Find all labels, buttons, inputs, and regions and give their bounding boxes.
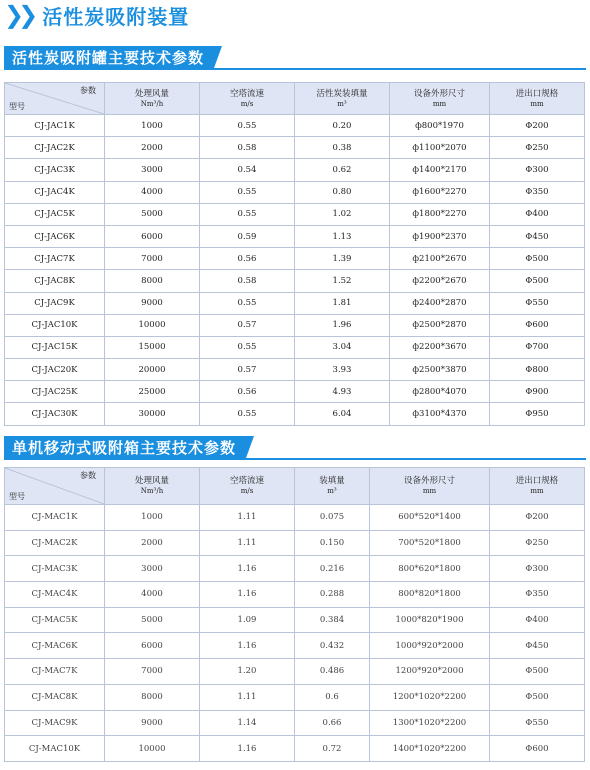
cell-model: CJ-MAC2K <box>5 530 105 556</box>
col-header-port: 进出口规格 mm <box>490 83 585 115</box>
cell-port: Φ250 <box>490 137 585 159</box>
cell-velocity: 1.14 <box>200 710 295 736</box>
cell-fill: 0.20 <box>295 115 390 137</box>
header-diagonal-cell <box>5 468 105 505</box>
section-header <box>0 436 590 460</box>
cell-airflow: 5000 <box>105 607 200 633</box>
cell-velocity: 1.16 <box>200 556 295 582</box>
cell-fill: 1.02 <box>295 203 390 225</box>
cell-airflow: 8000 <box>105 270 200 292</box>
cell-airflow: 1000 <box>105 115 200 137</box>
cell-airflow: 15000 <box>105 336 200 358</box>
cell-fill: 0.216 <box>295 556 370 582</box>
cell-port: Φ200 <box>490 115 585 137</box>
cell-port: Φ500 <box>490 270 585 292</box>
cell-airflow: 9000 <box>105 292 200 314</box>
table-row <box>5 530 585 556</box>
cell-airflow: 6000 <box>105 225 200 247</box>
cell-model: CJ-JAC8K <box>5 270 105 292</box>
cell-model: CJ-JAC30K <box>5 403 105 425</box>
cell-dimensions: 1400*1020*2200 <box>370 736 490 762</box>
section-header <box>0 46 590 70</box>
cell-model: CJ-MAC3K <box>5 556 105 582</box>
col-header-airflow: 处理风量 Nm³/h <box>105 83 200 115</box>
param-label: 参数 <box>80 471 96 480</box>
cell-dimensions: 600*520*1400 <box>370 505 490 531</box>
table-row <box>5 248 585 270</box>
cell-dimensions: ф1900*2370 <box>390 225 490 247</box>
cell-model: CJ-MAC5K <box>5 607 105 633</box>
cell-dimensions: 800*820*1800 <box>370 582 490 608</box>
cell-model: CJ-MAC6K <box>5 633 105 659</box>
table-row <box>5 225 585 247</box>
cell-port: Φ700 <box>490 336 585 358</box>
col-header-airflow: 处理风量 Nm³/h <box>105 468 200 505</box>
cell-dimensions: 700*520*1800 <box>370 530 490 556</box>
table-row <box>5 270 585 292</box>
table-row <box>5 137 585 159</box>
col-header-velocity: 空塔流速 m/s <box>200 468 295 505</box>
cell-dimensions: ф2400*2870 <box>390 292 490 314</box>
cell-airflow: 3000 <box>105 159 200 181</box>
cell-dimensions: ф2100*2670 <box>390 248 490 270</box>
col-header-velocity: 空塔流速 m/s <box>200 83 295 115</box>
cell-velocity: 1.20 <box>200 659 295 685</box>
cell-airflow: 20000 <box>105 359 200 381</box>
cell-fill: 0.075 <box>295 505 370 531</box>
cell-fill: 1.96 <box>295 314 390 336</box>
model-label: 型号 <box>9 102 25 111</box>
table-row <box>5 203 585 225</box>
cell-velocity: 1.09 <box>200 607 295 633</box>
table-row <box>5 336 585 358</box>
cell-dimensions: ф2500*2870 <box>390 314 490 336</box>
cell-fill: 0.432 <box>295 633 370 659</box>
cell-airflow: 5000 <box>105 203 200 225</box>
cell-fill: 1.39 <box>295 248 390 270</box>
cell-velocity: 0.57 <box>200 359 295 381</box>
table-row <box>5 659 585 685</box>
cell-airflow: 1000 <box>105 505 200 531</box>
table-row <box>5 115 585 137</box>
cell-velocity: 0.55 <box>200 203 295 225</box>
cell-velocity: 0.59 <box>200 225 295 247</box>
section-mobile-adsorption-box <box>0 436 590 460</box>
section-activated-carbon-tank <box>0 46 590 70</box>
cell-velocity: 0.56 <box>200 248 295 270</box>
cell-velocity: 0.55 <box>200 181 295 203</box>
cell-velocity: 1.16 <box>200 736 295 762</box>
table-row <box>5 710 585 736</box>
cell-model: CJ-MAC8K <box>5 684 105 710</box>
cell-velocity: 1.11 <box>200 505 295 531</box>
table-row <box>5 403 585 425</box>
cell-airflow: 2000 <box>105 530 200 556</box>
cell-fill: 0.150 <box>295 530 370 556</box>
cell-port: Φ800 <box>490 359 585 381</box>
cell-dimensions: ф1400*2170 <box>390 159 490 181</box>
cell-airflow: 9000 <box>105 710 200 736</box>
cell-fill: 6.04 <box>295 403 390 425</box>
cell-dimensions: ф2800*4070 <box>390 381 490 403</box>
section-title: 活性炭吸附罐主要技术参数 <box>4 46 214 68</box>
cell-velocity: 1.11 <box>200 530 295 556</box>
cell-fill: 0.288 <box>295 582 370 608</box>
cell-model: CJ-JAC1K <box>5 115 105 137</box>
cell-port: Φ950 <box>490 403 585 425</box>
table-row <box>5 582 585 608</box>
cell-model: CJ-JAC6K <box>5 225 105 247</box>
cell-model: CJ-JAC25K <box>5 381 105 403</box>
cell-dimensions: ф3100*4370 <box>390 403 490 425</box>
cell-airflow: 7000 <box>105 659 200 685</box>
section-title: 单机移动式吸附箱主要技术参数 <box>4 436 246 458</box>
cell-model: CJ-JAC3K <box>5 159 105 181</box>
cell-port: Φ500 <box>490 659 585 685</box>
table-row <box>5 684 585 710</box>
table-row <box>5 607 585 633</box>
col-header-fill: 装填量 m³ <box>295 468 370 505</box>
cell-dimensions: ф2200*2670 <box>390 270 490 292</box>
cell-dimensions: 1200*920*2000 <box>370 659 490 685</box>
cell-fill: 0.38 <box>295 137 390 159</box>
cell-airflow: 30000 <box>105 403 200 425</box>
cell-port: Φ600 <box>490 314 585 336</box>
col-header-dimensions: 设备外形尺寸 mm <box>390 83 490 115</box>
cell-model: CJ-JAC10K <box>5 314 105 336</box>
cell-model: CJ-MAC4K <box>5 582 105 608</box>
cell-fill: 0.62 <box>295 159 390 181</box>
cell-model: CJ-JAC5K <box>5 203 105 225</box>
cell-airflow: 10000 <box>105 736 200 762</box>
cell-velocity: 1.16 <box>200 582 295 608</box>
cell-model: CJ-JAC2K <box>5 137 105 159</box>
cell-model: CJ-JAC20K <box>5 359 105 381</box>
cell-port: Φ200 <box>490 505 585 531</box>
param-label: 参数 <box>80 86 96 95</box>
tank-spec-table <box>4 82 585 426</box>
cell-velocity: 0.58 <box>200 137 295 159</box>
cell-velocity: 0.58 <box>200 270 295 292</box>
cell-fill: 0.72 <box>295 736 370 762</box>
cell-port: Φ500 <box>490 684 585 710</box>
cell-velocity: 0.55 <box>200 115 295 137</box>
cell-airflow: 2000 <box>105 137 200 159</box>
table-row <box>5 633 585 659</box>
table-row <box>5 736 585 762</box>
cell-port: Φ400 <box>490 203 585 225</box>
double-chevron-right-icon: ❯❯ <box>4 1 33 29</box>
cell-port: Φ250 <box>490 530 585 556</box>
table-row <box>5 359 585 381</box>
cell-port: Φ900 <box>490 381 585 403</box>
cell-fill: 0.6 <box>295 684 370 710</box>
cell-velocity: 0.57 <box>200 314 295 336</box>
cell-velocity: 1.16 <box>200 633 295 659</box>
cell-velocity: 0.55 <box>200 403 295 425</box>
table-row <box>5 505 585 531</box>
cell-dimensions: 800*620*1800 <box>370 556 490 582</box>
col-header-dimensions: 设备外形尺寸 mm <box>370 468 490 505</box>
cell-port: Φ300 <box>490 556 585 582</box>
cell-airflow: 3000 <box>105 556 200 582</box>
cell-airflow: 25000 <box>105 381 200 403</box>
cell-port: Φ350 <box>490 582 585 608</box>
cell-velocity: 0.55 <box>200 292 295 314</box>
cell-port: Φ350 <box>490 181 585 203</box>
cell-dimensions: ф1800*2270 <box>390 203 490 225</box>
mobile-box-spec-table <box>4 467 585 762</box>
cell-fill: 1.13 <box>295 225 390 247</box>
cell-airflow: 10000 <box>105 314 200 336</box>
cell-airflow: 6000 <box>105 633 200 659</box>
cell-dimensions: 1000*920*2000 <box>370 633 490 659</box>
table-row <box>5 292 585 314</box>
cell-airflow: 8000 <box>105 684 200 710</box>
col-header-port: 进出口规格 mm <box>490 468 585 505</box>
cell-model: CJ-JAC7K <box>5 248 105 270</box>
cell-model: CJ-MAC10K <box>5 736 105 762</box>
cell-dimensions: 1300*1020*2200 <box>370 710 490 736</box>
cell-port: Φ300 <box>490 159 585 181</box>
cell-fill: 0.384 <box>295 607 370 633</box>
cell-fill: 3.04 <box>295 336 390 358</box>
cell-port: Φ550 <box>490 710 585 736</box>
cell-dimensions: ф800*1970 <box>390 115 490 137</box>
cell-dimensions: ф1600*2270 <box>390 181 490 203</box>
cell-dimensions: ф2200*3670 <box>390 336 490 358</box>
cell-fill: 0.80 <box>295 181 390 203</box>
cell-dimensions: ф2500*3870 <box>390 359 490 381</box>
cell-port: Φ500 <box>490 248 585 270</box>
cell-velocity: 0.54 <box>200 159 295 181</box>
table-row <box>5 314 585 336</box>
header-diagonal-cell <box>5 83 105 115</box>
cell-fill: 0.486 <box>295 659 370 685</box>
section-divider <box>4 68 586 70</box>
table-row <box>5 181 585 203</box>
cell-fill: 1.52 <box>295 270 390 292</box>
cell-fill: 3.93 <box>295 359 390 381</box>
table-row <box>5 556 585 582</box>
cell-model: CJ-JAC15K <box>5 336 105 358</box>
col-header-fill: 活性炭装填量 m³ <box>295 83 390 115</box>
cell-velocity: 0.55 <box>200 336 295 358</box>
cell-dimensions: ф1100*2070 <box>390 137 490 159</box>
cell-model: CJ-MAC7K <box>5 659 105 685</box>
cell-model: CJ-MAC9K <box>5 710 105 736</box>
cell-fill: 0.66 <box>295 710 370 736</box>
model-label: 型号 <box>9 492 25 501</box>
cell-fill: 1.81 <box>295 292 390 314</box>
cell-model: CJ-JAC9K <box>5 292 105 314</box>
cell-airflow: 7000 <box>105 248 200 270</box>
cell-dimensions: 1200*1020*2200 <box>370 684 490 710</box>
page-title-text: 活性炭吸附装置 <box>42 4 190 29</box>
cell-port: Φ400 <box>490 607 585 633</box>
cell-velocity: 0.56 <box>200 381 295 403</box>
table-row <box>5 381 585 403</box>
cell-port: Φ600 <box>490 736 585 762</box>
cell-model: CJ-JAC4K <box>5 181 105 203</box>
cell-fill: 4.93 <box>295 381 390 403</box>
page-title <box>4 2 189 28</box>
cell-airflow: 4000 <box>105 181 200 203</box>
cell-port: Φ450 <box>490 225 585 247</box>
cell-dimensions: 1000*820*1900 <box>370 607 490 633</box>
table-row <box>5 159 585 181</box>
cell-velocity: 1.11 <box>200 684 295 710</box>
cell-port: Φ450 <box>490 633 585 659</box>
cell-port: Φ550 <box>490 292 585 314</box>
cell-model: CJ-MAC1K <box>5 505 105 531</box>
section-divider <box>4 458 586 460</box>
cell-airflow: 4000 <box>105 582 200 608</box>
